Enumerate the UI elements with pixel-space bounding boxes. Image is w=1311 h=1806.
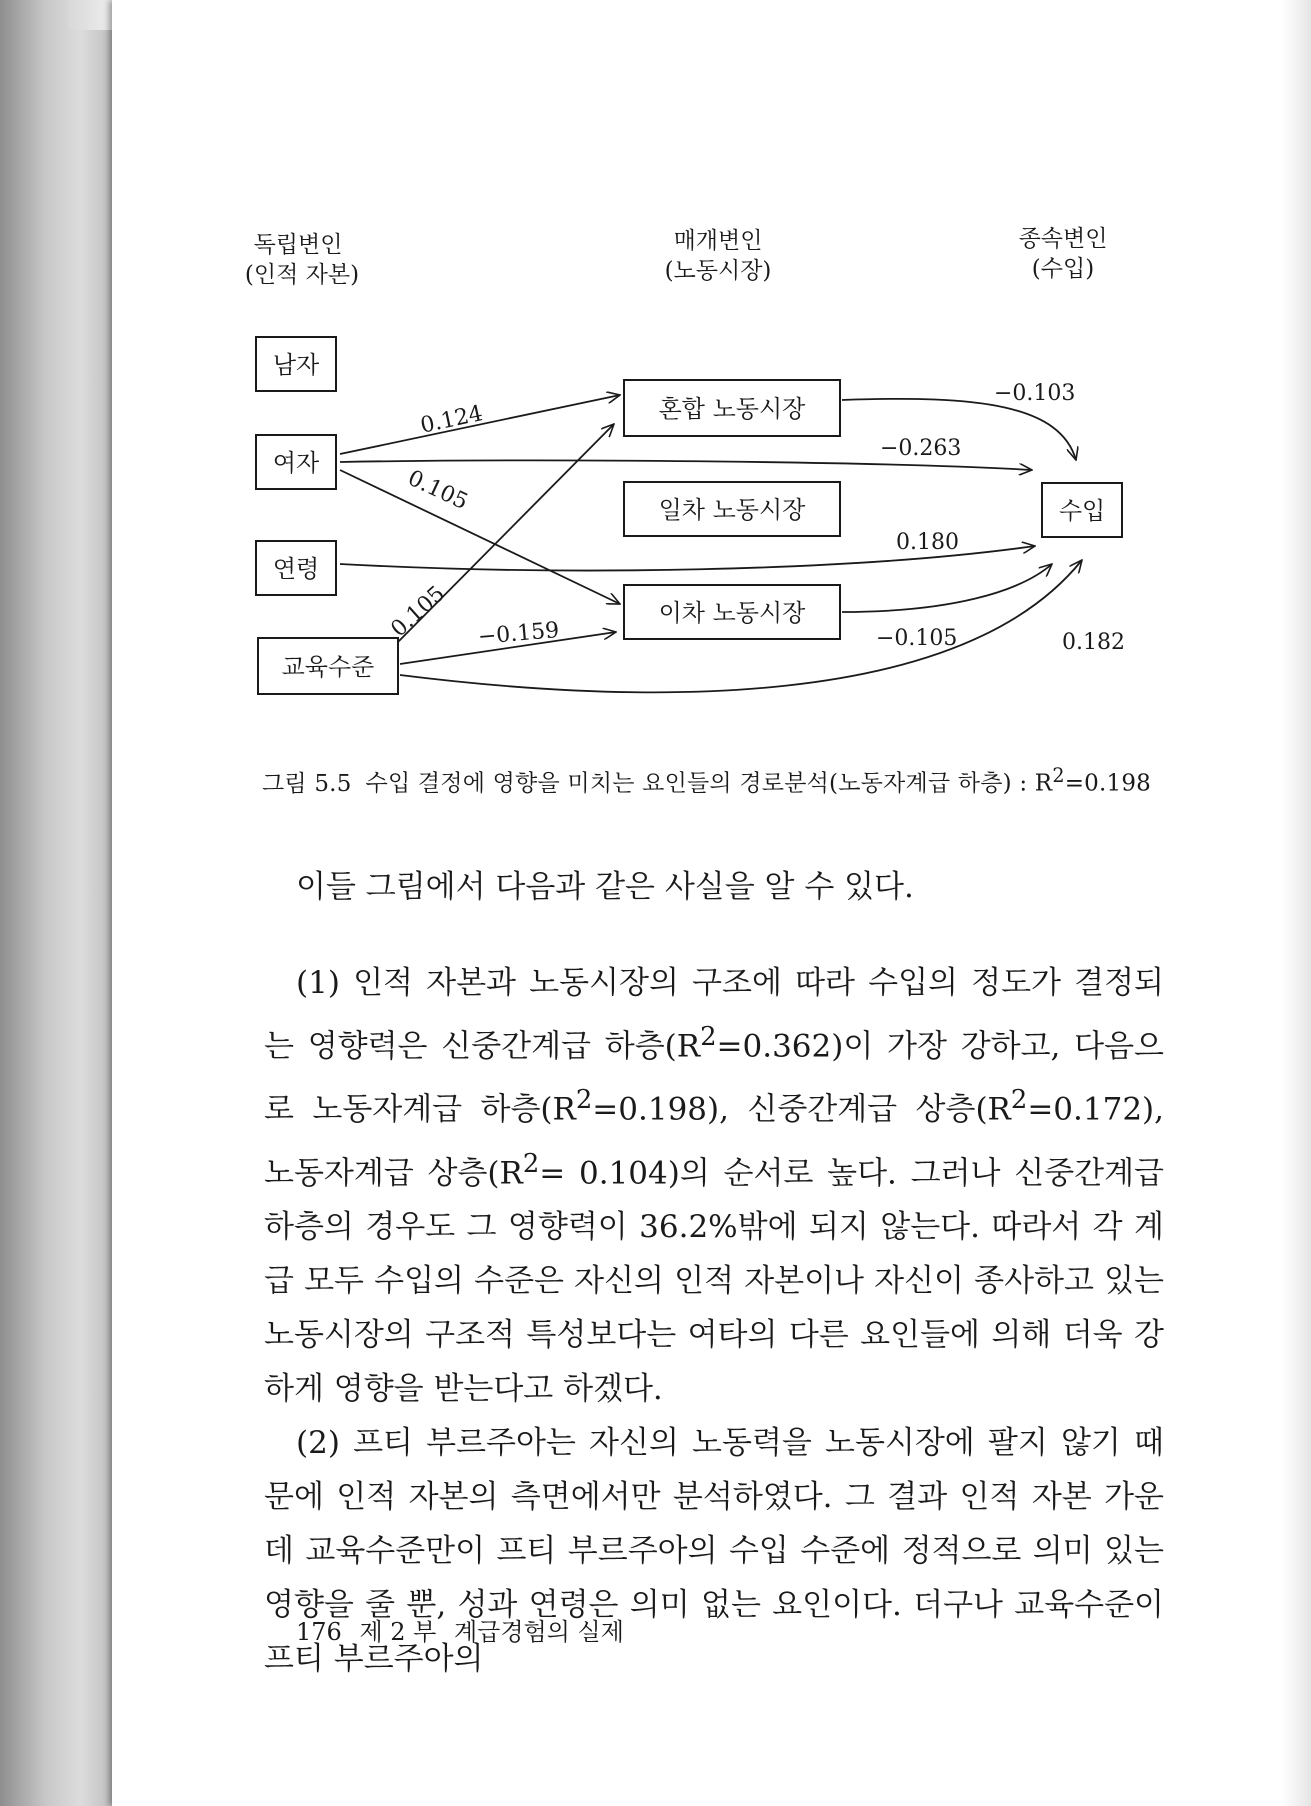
coef-female-to-mixed: 0.124 bbox=[418, 401, 486, 439]
path-analysis-diagram bbox=[0, 0, 1311, 760]
chapter-title: 계급경험의 실제 bbox=[454, 1618, 624, 1646]
coef-education-to-mixed: 0.105 bbox=[386, 581, 450, 643]
paragraph-1-part-c: =0.198), 신중간계급 상층(R bbox=[592, 1091, 1011, 1128]
header-mediator-line1: 매개변인 bbox=[673, 228, 763, 254]
node-primary-market: 일차 노동시장 bbox=[658, 496, 806, 524]
paragraph-1-part-e: = 0.104)의 순서로 높다. 그러나 신중간계급 하층의 경우도 그 영향력이 36.2%밖에 되지 않는다. 따라서 각 계급 모두 수입의 수준은 자신의 인적 자본이나 자신이 종사하고 있는 노동시장의 구조적 특성보다는 여타의 다른 요인들에 의해 더욱 강하게 영향을 받는다고 하겠다. bbox=[264, 1154, 1164, 1407]
node-female: 여자 bbox=[272, 449, 320, 477]
header-mediator-line2: (노동시장) bbox=[664, 258, 772, 284]
coef-education-to-income: 0.182 bbox=[1062, 630, 1125, 655]
part-label: 제 2 부 bbox=[359, 1618, 437, 1646]
figure-caption-sup: 2 bbox=[1052, 764, 1065, 787]
paragraph-1-sup-4: 2 bbox=[522, 1148, 540, 1179]
figure-caption-text: 수입 결정에 영향을 미치는 요인들의 경로분석(노동자계급 하층) : R bbox=[365, 770, 1053, 797]
intro-paragraph: 이들 그림에서 다음과 같은 사실을 알 수 있다. bbox=[296, 869, 914, 905]
coef-female-to-income: −0.263 bbox=[880, 436, 962, 461]
figure-number: 그림 5.5 bbox=[262, 770, 352, 797]
header-independent-line2: (인적 자본) bbox=[244, 262, 360, 288]
paragraph-2: (2) 프티 부르주아는 자신의 노동력을 노동시장에 팔지 않기 때문에 인적 자본의 측면에서만 분석하였다. 그 결과 인적 자본 가운데 교육수준만이 프티 부르주아의 수입 수준에 정적으로 의미 있는 영향을 줄 뿐, 성과 연령은 의미 없는 요인이다. 더구나 교육수준이 프티 부르주아의 bbox=[264, 1424, 1164, 1677]
node-mixed-market: 혼합 노동시장 bbox=[658, 395, 806, 423]
node-education: 교육수준 bbox=[281, 653, 375, 681]
coef-age-to-income: 0.180 bbox=[896, 530, 959, 555]
node-male: 남자 bbox=[272, 351, 320, 379]
node-income: 수입 bbox=[1058, 497, 1106, 525]
coef-secondary-to-income: −0.105 bbox=[876, 626, 958, 651]
figure-caption-tail: =0.198 bbox=[1064, 770, 1152, 797]
path-secondary-to-income bbox=[842, 564, 1052, 612]
body-text bbox=[264, 860, 1164, 1686]
paragraph-1-part-b: =0.362)이 가장 강하고, 다음으로 노동자계급 하층(R bbox=[264, 1028, 1164, 1128]
figure-caption bbox=[262, 764, 1262, 798]
paragraph-1-sup-1: 2 bbox=[700, 1022, 717, 1052]
paragraph-1-part-a: (1) 인적 자본과 노동시장의 구조에 따라 수입의 정도가 결정되는 영향력은 신중간계급 하층(R bbox=[264, 965, 1164, 1065]
page-footer bbox=[296, 1612, 634, 1647]
coef-female-to-secondary: 0.105 bbox=[403, 465, 472, 516]
header-dependent-line1: 종속변인 bbox=[1018, 226, 1108, 252]
header-independent-line1: 독립변인 bbox=[253, 232, 343, 258]
path-female-to-income bbox=[340, 460, 1032, 470]
page-number: 176 bbox=[296, 1618, 342, 1646]
path-female-to-secondary bbox=[340, 470, 620, 604]
paragraph-1-part-d: =0.172), 노동자계급 상층(R bbox=[264, 1091, 1164, 1191]
coef-mixed-to-income: −0.103 bbox=[994, 381, 1076, 406]
node-age: 연령 bbox=[272, 555, 320, 583]
paragraph-1 bbox=[264, 956, 1164, 1416]
paragraph-1-sup-2: 2 bbox=[575, 1085, 593, 1116]
coef-education-to-secondary: −0.159 bbox=[476, 617, 561, 650]
header-dependent-line2: (수입) bbox=[1031, 256, 1095, 282]
paragraph-1-sup-3: 2 bbox=[1010, 1085, 1028, 1116]
node-secondary-market: 이차 노동시장 bbox=[658, 599, 806, 627]
